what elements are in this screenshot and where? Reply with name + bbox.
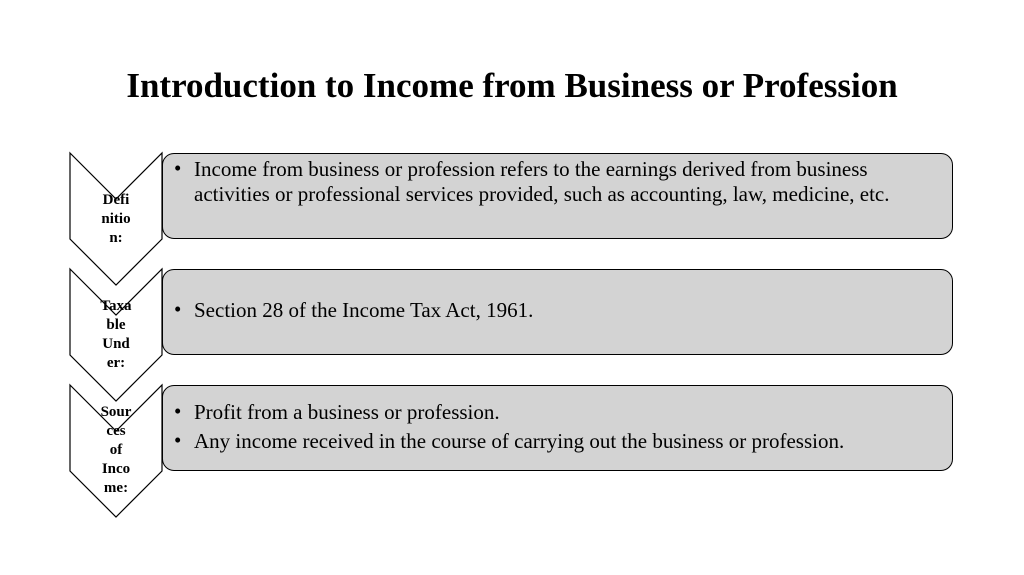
bullet-marker: • [174,399,182,423]
chevron-label-line: ble [106,317,126,333]
bullet-item [173,429,944,454]
bullet-text: Income from business or profession refers to the earnings derived from business activities or professional services provided, such as accounting, law, medicine, etc. [194,157,890,206]
chevron-label-line: me: [103,480,129,496]
content-box-definition [162,153,953,239]
chevron-label-line: of [109,442,123,458]
bullet-item [173,400,944,425]
chevron-label-line: Sour [100,404,132,420]
chevron-label-line: ces [106,423,126,439]
chevron-label-line: Defi [102,192,130,208]
chevron-label-line: nitio [101,211,131,227]
chevron-label-line: Und [102,336,130,352]
bullet-list [173,157,944,207]
bullet-item [173,298,944,323]
content-box-taxable-under [162,269,953,355]
chevron-label-line: Inco [101,461,131,477]
chevron-definition [70,153,162,285]
chevron-label [90,191,142,248]
slide-title: Introduction to Income from Business or Profession [126,66,898,105]
chevron-label [90,297,142,373]
chevron-label [90,403,142,498]
bullet-marker: • [174,428,182,452]
bullet-text: Profit from a business or profession. [194,400,500,424]
bullet-text: Section 28 of the Income Tax Act, 1961. [194,298,534,322]
bullet-marker: • [174,156,182,180]
bullet-text: Any income received in the course of carrying out the business or profession. [194,429,845,453]
bullet-list [173,400,944,454]
chevron-taxable-under [70,269,162,401]
row-sources-of-income [0,385,1024,530]
chevron-label-line: n: [109,230,123,246]
chevron-sources-of-income [70,385,162,517]
chevron-label-line: er: [106,355,126,371]
bullet-list [173,298,944,323]
chevron-label-line: Taxa [100,298,132,314]
content-box-sources-of-income [162,385,953,471]
bullet-item [173,157,944,207]
bullet-marker: • [174,297,182,321]
